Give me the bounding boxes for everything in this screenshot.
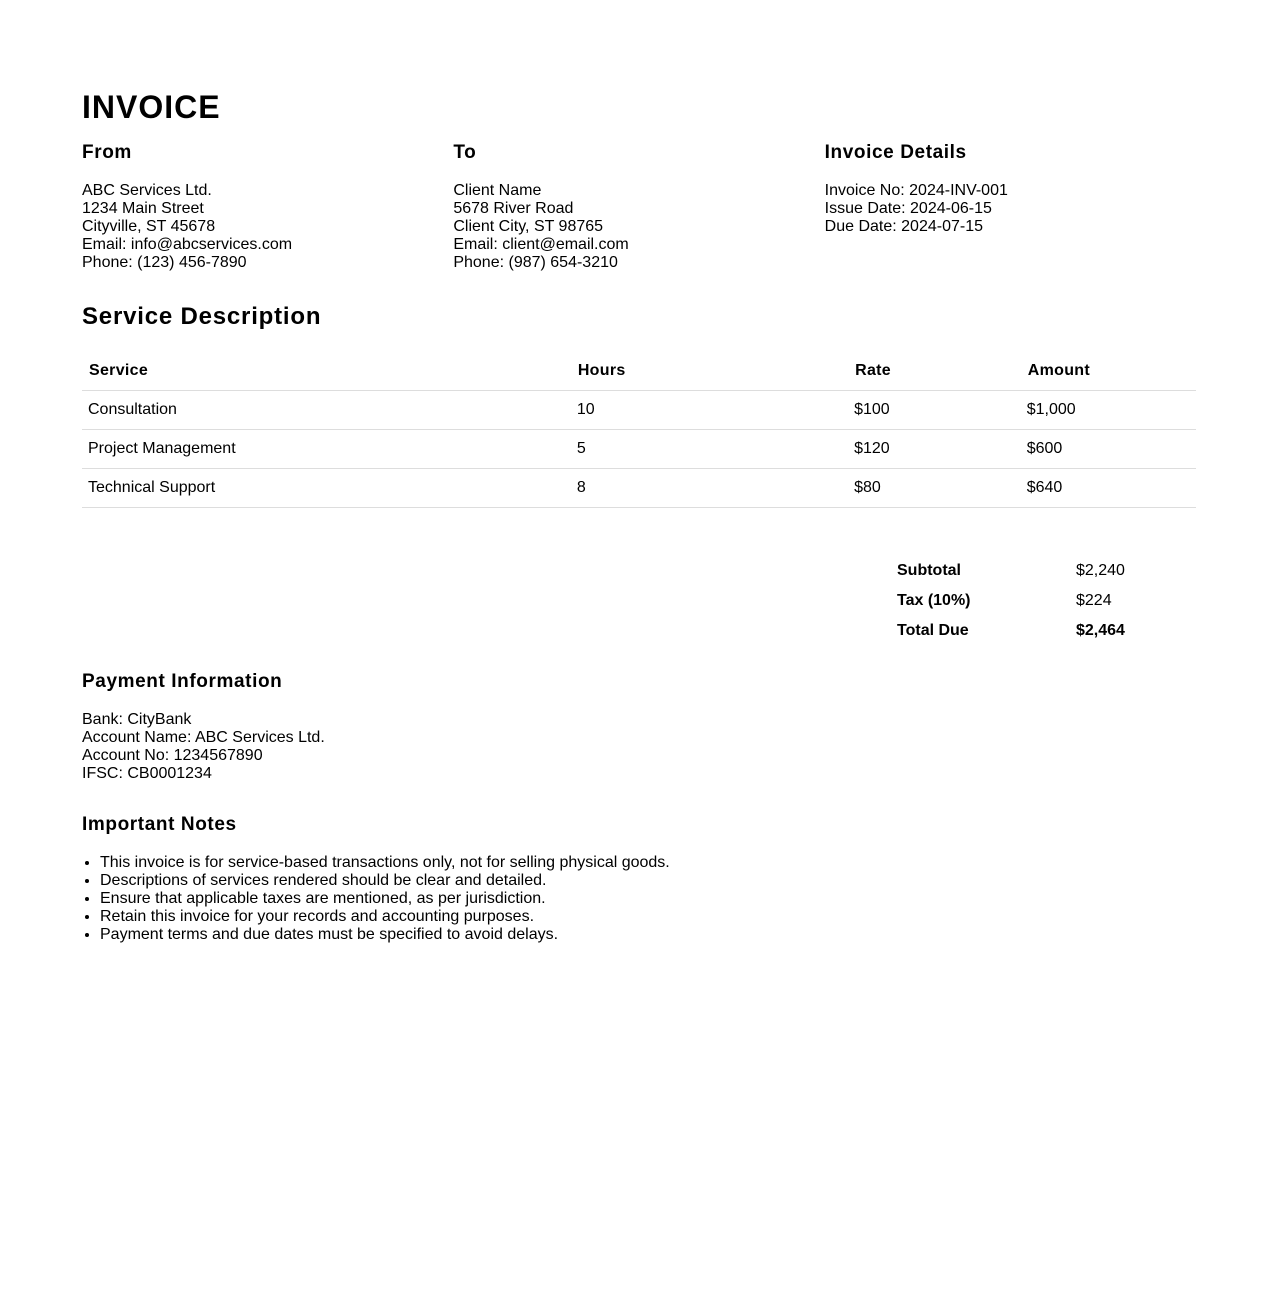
- column-header-hours: Hours: [571, 352, 848, 391]
- subtotal-label: Subtotal: [897, 562, 961, 579]
- ifsc-code: IFSC: CB0001234: [82, 765, 212, 782]
- column-header-service: Service: [82, 352, 571, 391]
- rate-cell: $120: [848, 430, 1021, 469]
- totals-table: [890, 556, 1163, 646]
- amount-cell: $600: [1021, 430, 1196, 469]
- table-row: [82, 430, 1196, 469]
- to-street: 5678 River Road: [453, 200, 574, 217]
- party-columns: [82, 141, 1196, 272]
- notes-heading: Important Notes: [82, 814, 237, 835]
- payment-information: [82, 670, 1196, 783]
- from-phone: Phone: (123) 456-7890: [82, 254, 247, 271]
- from-city: Cityville, ST 45678: [82, 218, 216, 235]
- notes-list: [82, 854, 1196, 944]
- account-name: Account Name: ABC Services Ltd.: [82, 729, 325, 746]
- hours-cell: 5: [571, 430, 848, 469]
- hours-cell: 8: [571, 469, 848, 508]
- table-row: [82, 469, 1196, 508]
- from-email: Email: info@abcservices.com: [82, 236, 293, 253]
- issue-date: Issue Date: 2024-06-15: [824, 200, 992, 217]
- tax-label: Tax (10%): [897, 592, 971, 609]
- table-header-row: [82, 352, 1196, 391]
- from-street: 1234 Main Street: [82, 200, 204, 217]
- list-item: • Ensure that applicable taxes are mentioned, as per jurisdiction.: [100, 890, 1196, 908]
- service-cell: Technical Support: [82, 469, 571, 508]
- details-block: [825, 141, 1196, 272]
- total-due-value: $2,464: [1076, 622, 1125, 639]
- rate-cell: $80: [848, 469, 1021, 508]
- invoice-title: INVOICE: [82, 89, 221, 125]
- column-header-amount: Amount: [1021, 352, 1196, 391]
- details-heading: Invoice Details: [824, 142, 967, 163]
- list-item: • This invoice is for service-based transactions only, not for selling physical goods.: [100, 854, 1196, 872]
- to-email: Email: client@email.com: [453, 236, 629, 253]
- due-date: Due Date: 2024-07-15: [824, 218, 983, 235]
- amount-cell: $1,000: [1021, 391, 1196, 430]
- subtotal-row: [890, 556, 1163, 586]
- to-city: Client City, ST 98765: [453, 218, 604, 235]
- total-due-row: [890, 616, 1163, 646]
- amount-cell: $640: [1021, 469, 1196, 508]
- tax-row: [890, 586, 1163, 616]
- services-table: [82, 352, 1196, 508]
- invoice-number: Invoice No: 2024-INV-001: [824, 182, 1008, 199]
- to-block: [453, 141, 824, 272]
- account-number: Account No: 1234567890: [82, 747, 263, 764]
- payment-heading: Payment Information: [82, 671, 283, 692]
- bank-name: Bank: CityBank: [82, 711, 192, 728]
- list-item: • Payment terms and due dates must be specified to avoid delays.: [100, 926, 1196, 944]
- tax-value: $224: [1076, 592, 1112, 609]
- total-due-label: Total Due: [897, 622, 969, 639]
- hours-cell: 10: [571, 391, 848, 430]
- table-row: [82, 391, 1196, 430]
- list-item: • Retain this invoice for your records and accounting purposes.: [100, 908, 1196, 926]
- service-cell: Consultation: [82, 391, 571, 430]
- important-notes: [82, 813, 1196, 944]
- from-block: [82, 141, 453, 272]
- from-heading: From: [82, 142, 132, 163]
- to-name: Client Name: [453, 182, 542, 199]
- to-heading: To: [453, 142, 477, 163]
- list-item: • Descriptions of services rendered should be clear and detailed.: [100, 872, 1196, 890]
- service-description-heading: Service Description: [82, 303, 322, 330]
- service-cell: Project Management: [82, 430, 571, 469]
- to-phone: Phone: (987) 654-3210: [453, 254, 618, 271]
- rate-cell: $100: [848, 391, 1021, 430]
- subtotal-value: $2,240: [1076, 562, 1125, 579]
- column-header-rate: Rate: [848, 352, 1021, 391]
- from-company: ABC Services Ltd.: [82, 182, 212, 199]
